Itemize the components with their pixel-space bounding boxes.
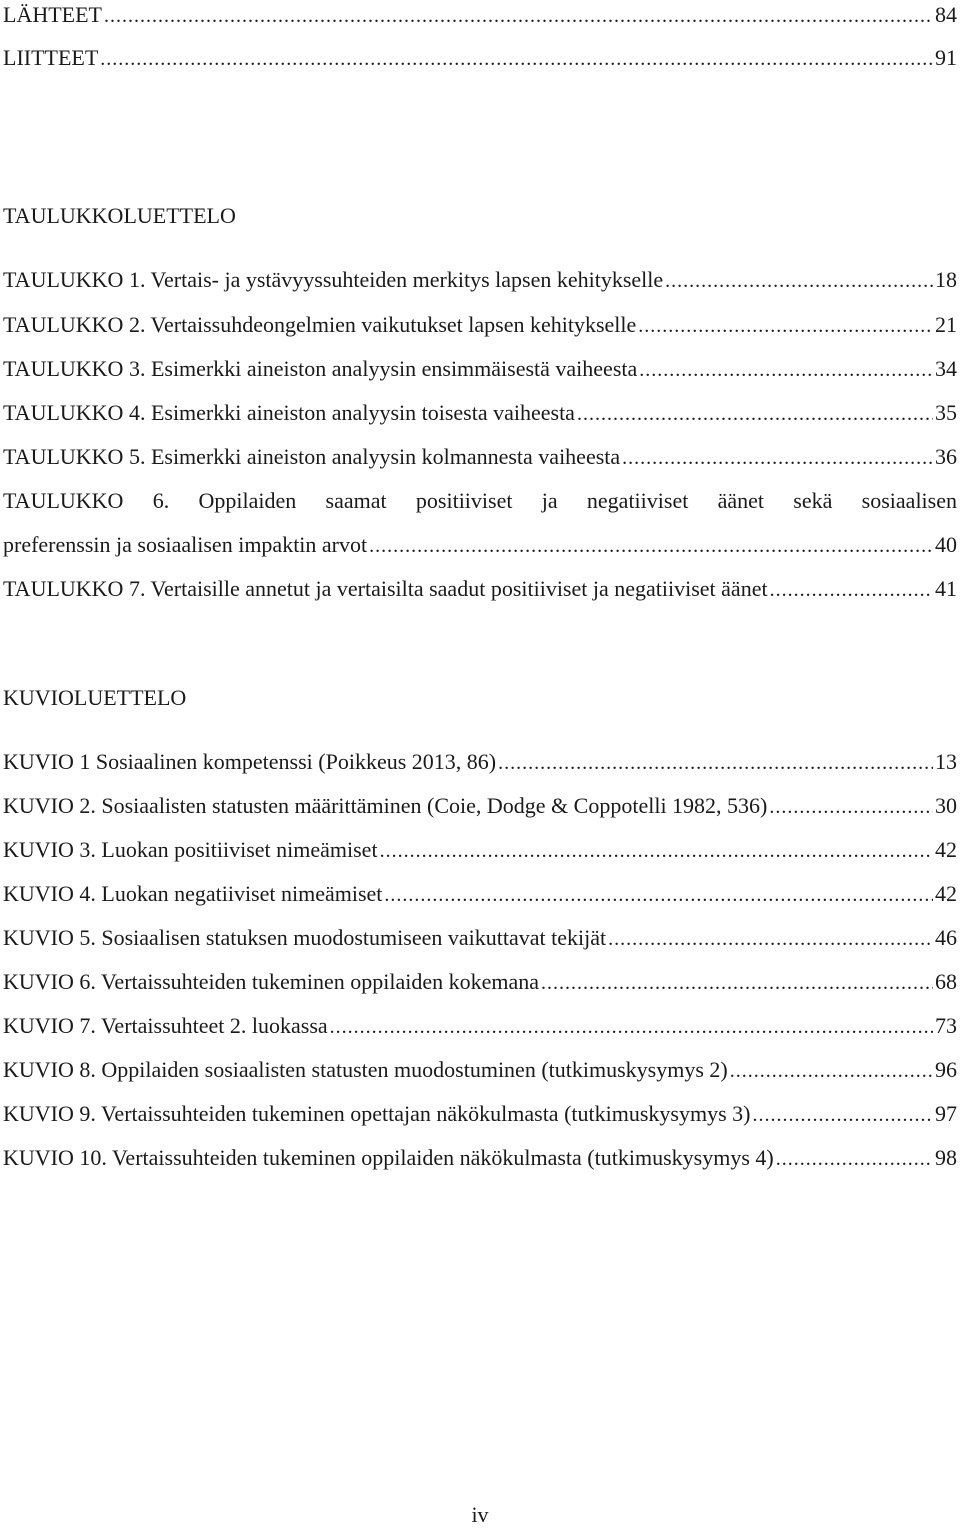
- toc-entry-page: 46: [935, 925, 957, 950]
- toc-entry-page: 96: [935, 1057, 957, 1082]
- dot-leader: [622, 443, 933, 473]
- dot-leader: [639, 355, 933, 385]
- toc-entry-title: TAULUKKO 4. Esimerkki aineiston analyysin toisesta vaiheesta: [3, 400, 575, 425]
- figure-entry: [3, 747, 957, 777]
- toc-entry-title: TAULUKKO 2. Vertaissuhdeongelmien vaikutukset lapsen kehitykselle: [3, 312, 637, 337]
- toc-entry-title: TAULUKKO 3. Esimerkki aineiston analyysin ensimmäisestä vaiheesta: [3, 356, 638, 381]
- table-entry: [3, 354, 957, 384]
- toc-entry-title: KUVIO 10. Vertaissuhteiden tukeminen oppilaiden näkökulmasta (tutkimuskysymys 4): [3, 1145, 774, 1170]
- toc-entry-title: KUVIO 7. Vertaissuhteet 2. luokassa: [3, 1013, 328, 1038]
- table-entry: [3, 398, 957, 428]
- toc-entry-title: LÄHTEET: [3, 2, 102, 27]
- toc-entry-page: 36: [935, 444, 957, 469]
- toc-entry-page: 41: [935, 576, 957, 601]
- dot-leader: [577, 399, 933, 429]
- toc-entry-title: LIITTEET: [3, 45, 99, 70]
- table-entry: [3, 265, 957, 295]
- toc-entry-page: 42: [935, 837, 957, 862]
- toc-entry-title: KUVIO 3. Luokan positiiviset nimeämiset: [3, 837, 378, 862]
- dot-leader: [770, 575, 933, 605]
- figure-entry: [3, 967, 957, 997]
- toc-entry-page: 13: [935, 749, 957, 774]
- dot-leader: [638, 311, 933, 341]
- toc-entry-title: KUVIO 8. Oppilaiden sosiaalisten statusten muodostuminen (tutkimuskysymys 2): [3, 1057, 728, 1082]
- toc-entry-page: 68: [935, 969, 957, 994]
- toc-entry-page: 30: [935, 793, 957, 818]
- toc-entry-title: KUVIO 9. Vertaissuhteiden tukeminen opettajan näkökulmasta (tutkimuskysymys 3): [3, 1101, 751, 1126]
- figure-entry: [3, 923, 957, 953]
- toc-entry-title-line1: TAULUKKO 6. Oppilaiden saamat positiiviset ja negatiiviset äänet sekä sosiaalisen: [3, 488, 957, 513]
- table-entry: [3, 310, 957, 340]
- table-entry: [3, 530, 957, 560]
- toc-entry-title: KUVIO 1 Sosiaalinen kompetenssi (Poikkeus 2013, 86): [3, 749, 497, 774]
- figure-entry: [3, 879, 957, 909]
- figure-entry: [3, 1099, 957, 1129]
- figure-entry: [3, 791, 957, 821]
- toc-entry-liitteet: [3, 43, 957, 73]
- toc-entry-page: 42: [935, 881, 957, 906]
- dot-leader: [541, 968, 933, 998]
- toc-entry-title: KUVIO 5. Sosiaalisen statuksen muodostumiseen vaikuttavat tekijät: [3, 925, 607, 950]
- dot-leader: [776, 1144, 933, 1174]
- dot-leader: [384, 880, 933, 910]
- figures-list-heading: KUVIOLUETTELO: [3, 685, 187, 710]
- dot-leader: [330, 1012, 933, 1042]
- figure-entry: [3, 1143, 957, 1173]
- toc-entry-title: TAULUKKO 1. Vertais- ja ystävyyssuhteiden merkitys lapsen kehitykselle: [3, 267, 664, 292]
- dot-leader: [752, 1100, 933, 1130]
- dot-leader: [730, 1056, 933, 1086]
- toc-entry-page: 35: [935, 400, 957, 425]
- dot-leader: [498, 748, 933, 778]
- dot-leader: [380, 836, 933, 866]
- toc-entry-page: 91: [935, 45, 957, 70]
- toc-entry-title: KUVIO 6. Vertaissuhteiden tukeminen oppilaiden kokemana: [3, 969, 540, 994]
- table-entry: [3, 442, 957, 472]
- dot-leader: [104, 1, 933, 31]
- toc-entry-page: 84: [935, 2, 957, 27]
- toc-entry-page: 40: [935, 532, 957, 557]
- table-entry-multiline: [3, 486, 957, 516]
- toc-entry-page: 98: [935, 1145, 957, 1170]
- toc-entry-page: 97: [935, 1101, 957, 1126]
- toc-entry-page: 21: [935, 312, 957, 337]
- dot-leader: [769, 792, 933, 822]
- toc-entry-title-line2: preferenssin ja sosiaalisen impaktin arvot: [3, 532, 368, 557]
- toc-entry-page: 34: [935, 356, 957, 381]
- page-number: iv: [471, 1502, 489, 1527]
- toc-entry-page: 73: [935, 1013, 957, 1038]
- table-entry: [3, 574, 957, 604]
- figure-entry: [3, 835, 957, 865]
- figure-entry: [3, 1055, 957, 1085]
- toc-entry-title: TAULUKKO 5. Esimerkki aineiston analyysin kolmannesta vaiheesta: [3, 444, 621, 469]
- toc-entry-lahteet: [3, 0, 957, 30]
- dot-leader: [369, 531, 933, 561]
- figure-entry: [3, 1011, 957, 1041]
- toc-entry-page: 18: [935, 267, 957, 292]
- dot-leader: [100, 44, 933, 74]
- dot-leader: [665, 266, 933, 296]
- dot-leader: [608, 924, 933, 954]
- tables-list-heading: TAULUKKOLUETTELO: [3, 203, 236, 228]
- toc-entry-title: TAULUKKO 7. Vertaisille annetut ja vertaisilta saadut positiiviset ja negatiiviset äänet: [3, 576, 768, 601]
- toc-entry-title: KUVIO 4. Luokan negatiiviset nimeämiset: [3, 881, 383, 906]
- toc-entry-title: KUVIO 2. Sosiaalisten statusten määrittäminen (Coie, Dodge & Coppotelli 1982, 536): [3, 793, 768, 818]
